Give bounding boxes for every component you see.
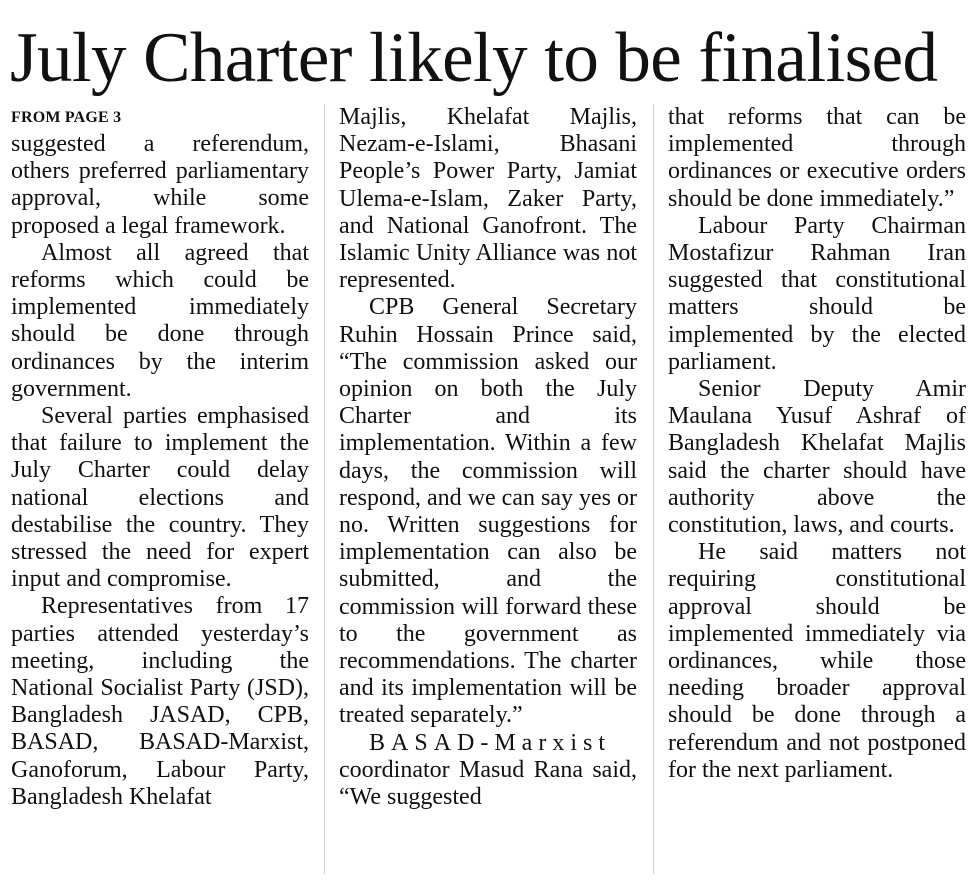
body-paragraph: coordinator Masud Rana said, “We suggested bbox=[339, 756, 637, 811]
body-paragraph: Representatives from 17 parties attended yesterday’s meeting, including the National Socialist Party (JSD), Bangladesh JASAD, CPB, BASAD, BASAD-Marxist, Ganoforum, Labour Party, Bangladesh Khelafat bbox=[11, 593, 309, 810]
body-paragraph: He said matters not requiring constitutional approval should be implemented immediately via ordinances, while those needing broader approval should be done through a referendum and not postponed for the next parliament. bbox=[668, 539, 966, 783]
body-paragraph: CPB General Secretary Ruhin Hossain Prince said, “The commission asked our opinion on both the July Charter and its implementation. Within a few days, the commission will respond, and we can say yes or no. Written suggestions for implementation can also be submitted, and the commission will forward these to the government as recommendations. The charter and its implementation will be treated separately.” bbox=[339, 294, 637, 729]
body-paragraph: BASAD-Marxist bbox=[369, 729, 612, 756]
article-column-2 bbox=[339, 104, 637, 811]
article-column-1 bbox=[11, 131, 309, 811]
body-paragraph: Senior Deputy Amir Maulana Yusuf Ashraf of Bangladesh Khelafat Majlis said the charter should have authority above the constitution, laws, and courts. bbox=[668, 376, 966, 539]
kicker-from-page: FROM PAGE 3 bbox=[11, 109, 122, 126]
body-paragraph: suggested a referendum, others preferred parliamentary approval, while some proposed a legal framework. bbox=[11, 131, 309, 239]
column-divider bbox=[324, 104, 325, 874]
body-paragraph: Almost all agreed that reforms which could be implemented immediately should be done through ordinances by the interim government. bbox=[11, 239, 309, 402]
body-paragraph: that reforms that can be implemented through ordinances or executive orders should be done immediately.” bbox=[668, 104, 966, 212]
column-divider bbox=[653, 104, 654, 874]
body-paragraph: Majlis, Khelafat Majlis, Nezam-e-Islami, Bhasani People’s Power Party, Jamiat Ulema-e-Islam, Zaker Party, and National Ganofront. The Islamic Unity Alliance was not represented. bbox=[339, 104, 637, 294]
headline: July Charter likely to be finalised bbox=[10, 19, 938, 97]
body-paragraph: Several parties emphasised that failure to implement the July Charter could delay national elections and destabilise the country. They stressed the need for expert input and compromise. bbox=[11, 403, 309, 593]
article-column-3 bbox=[668, 104, 966, 784]
body-paragraph: Labour Party Chairman Mostafizur Rahman Iran suggested that constitutional matters should be implemented by the elected parliament. bbox=[668, 212, 966, 375]
